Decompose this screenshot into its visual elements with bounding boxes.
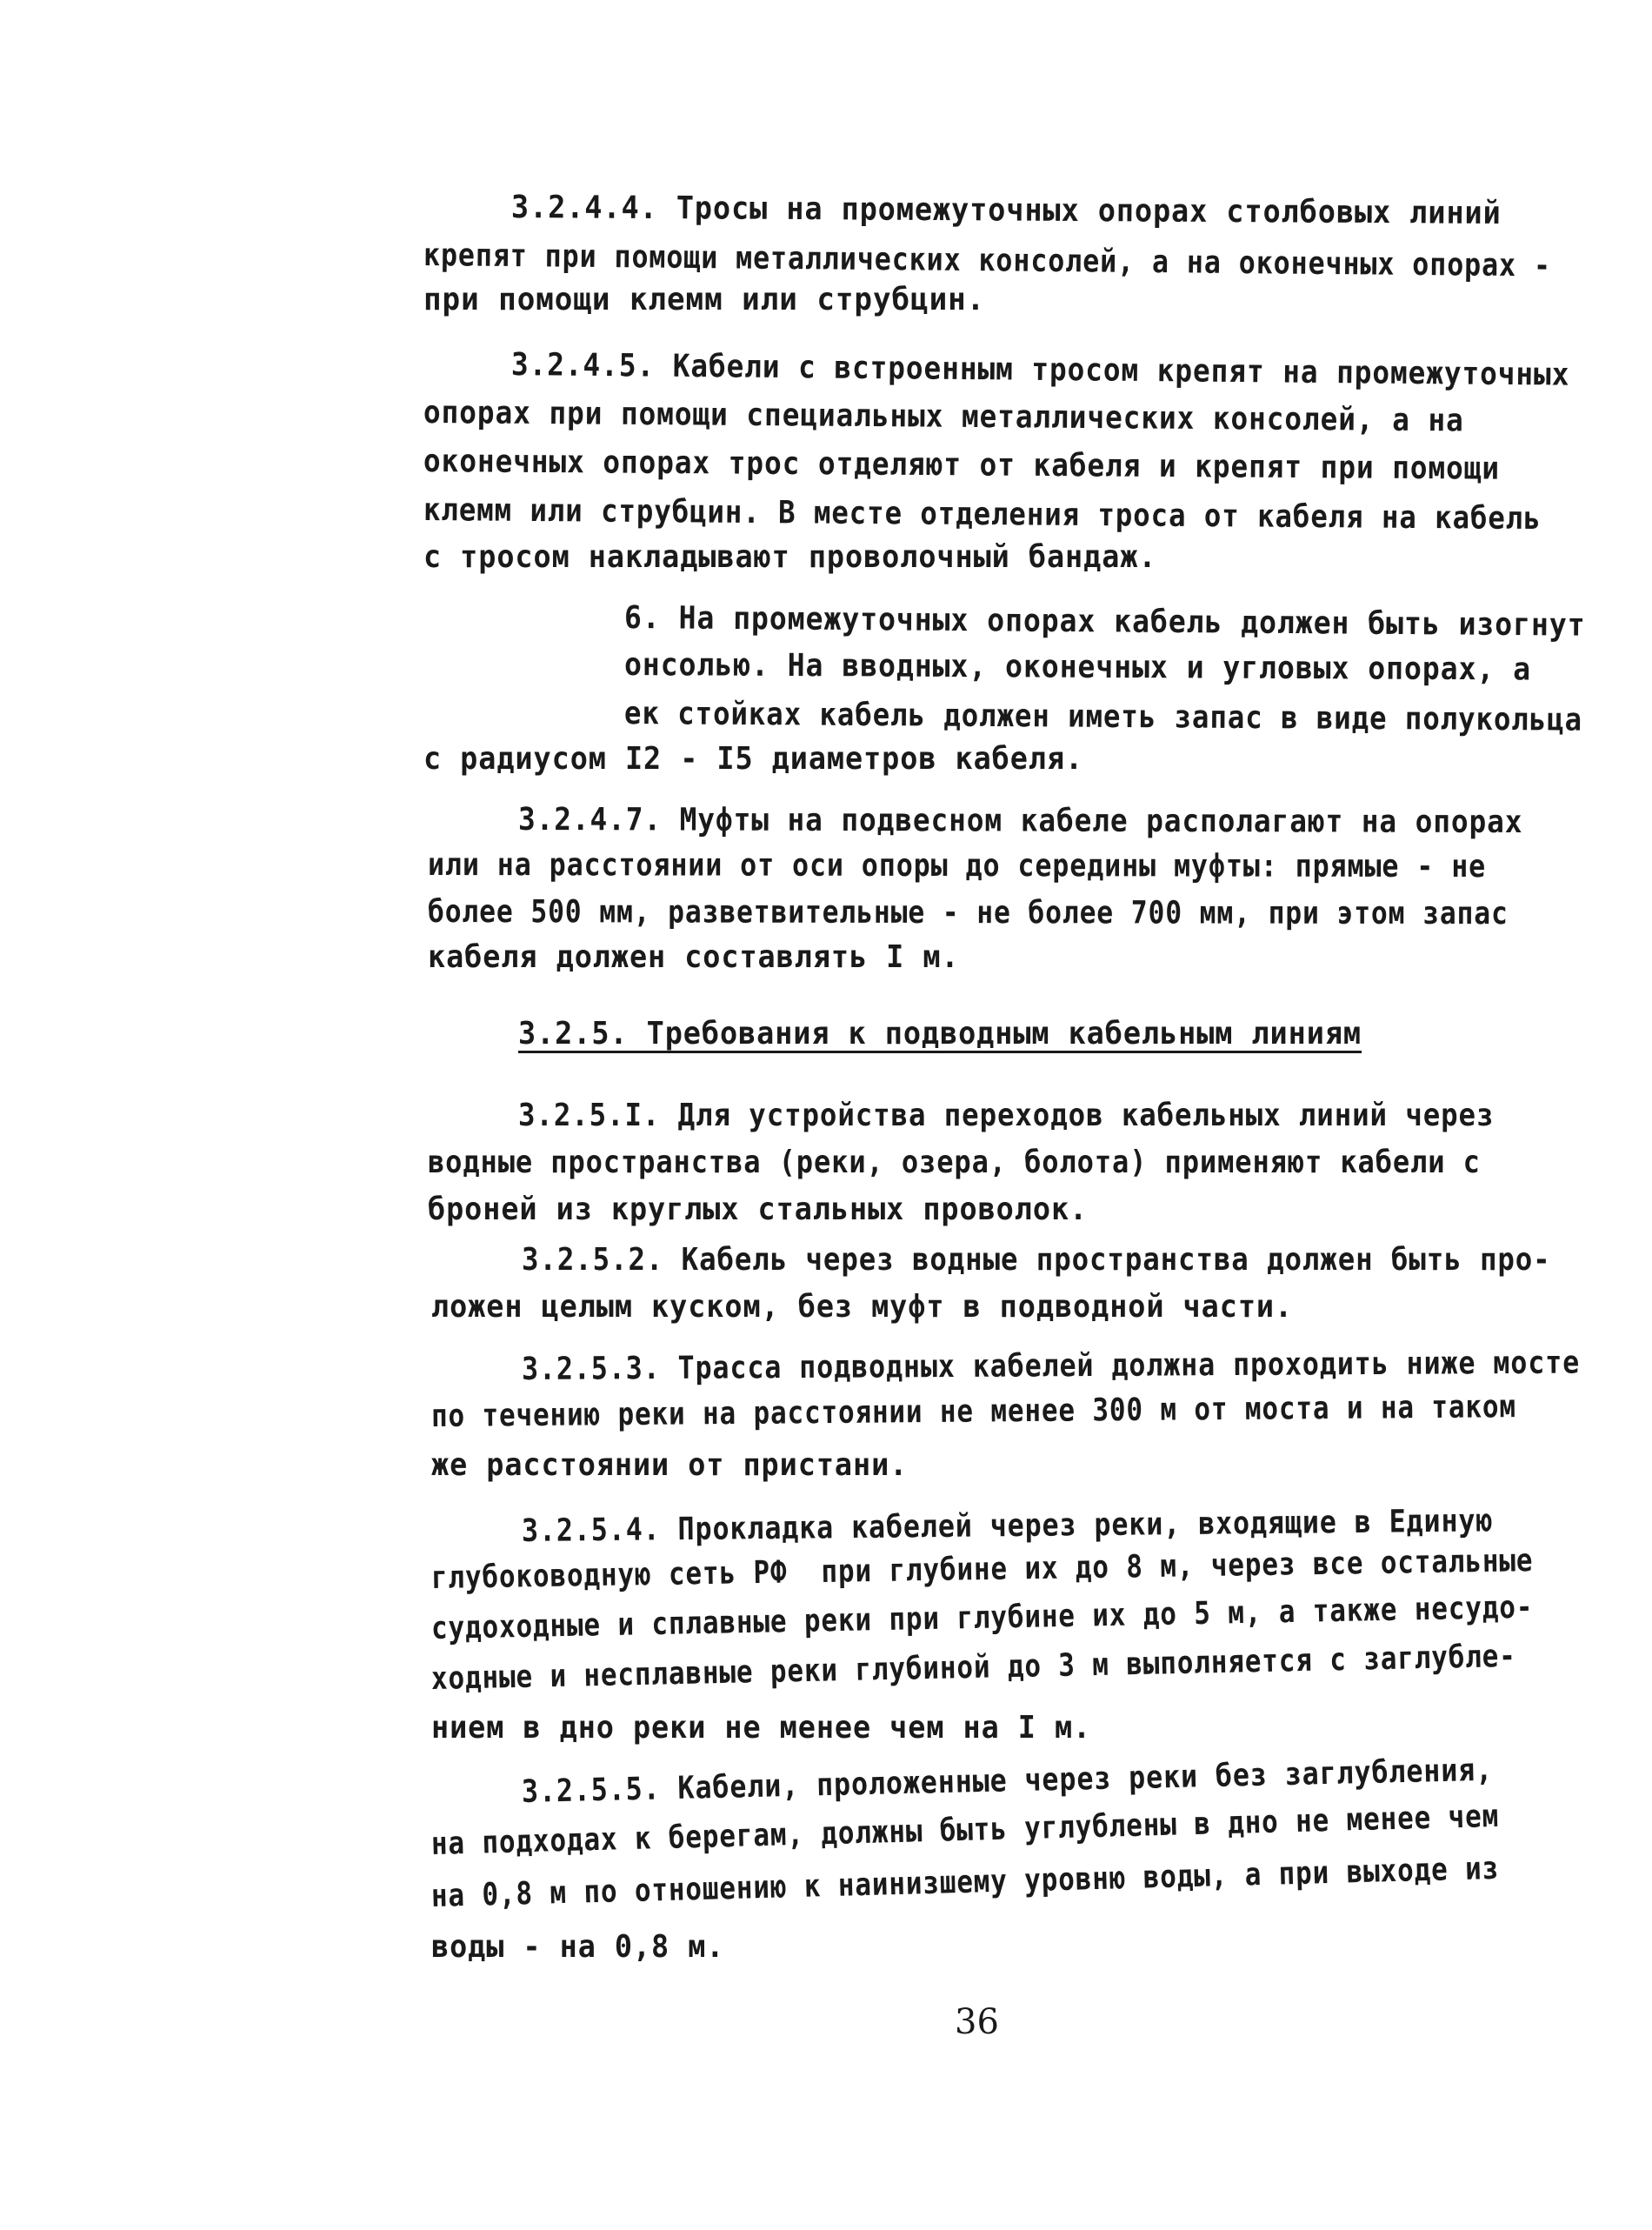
text-line: 3.2.5.2. Кабель через водные пространства должен быть про- [522,1242,1551,1278]
text-line: 6. На промежуточных опорах кабель должен быть изогнут [623,600,1586,644]
text-line: с тросом накладывают проволочный бандаж. [423,539,1157,575]
text-line: воды - на 0,8 м. [431,1929,725,1965]
text-line: глубоководную сеть РФ при глубине их до 8 м, через все остальные [430,1543,1534,1596]
text-line: 3.2.5.4. Прокладка кабелей через реки, входящие в Единую [521,1503,1494,1549]
text-line: 3.2.5.3. Трасса подводных кабелей должна проходить ниже мосте [521,1345,1581,1387]
text-line: опорах при помощи специальных металлических консолей, а на [423,395,1464,439]
text-line: или на расстоянии от оси опоры до середины муфты: прямые - не [427,847,1487,885]
text-line: более 500 мм, разветвительные - не более 700 мм, при этом запас [427,894,1509,932]
text-line: ходные и несплавные реки глубиной до 3 м выполняется с заглубле- [430,1638,1517,1697]
text-line: водные пространства (реки, озера, болота) применяют кабели с [428,1145,1481,1180]
text-line: нием в дно реки не менее чем на I м. [431,1710,1092,1746]
text-line: с радиусом I2 - I5 диаметров кабеля. [423,741,1084,777]
section-heading: 3.2.5. Требования к подводным кабельным линиям [518,1016,1362,1052]
text-line: по течению реки на расстоянии не менее 300 м от моста и на таком [430,1389,1517,1434]
text-line: кабеля должен составлять I м. [428,939,960,975]
text-line: 3.2.5.I. Для устройства переходов кабельных линий через [518,1098,1495,1133]
text-line: 3.2.4.4. Тросы на промежуточных опорах столбовых линий [510,190,1502,231]
page-number: 36 [955,2002,999,2042]
text-line: при помощи клемм или струбцин. [423,282,986,317]
text-line: онсолью. На вводных, оконечных и угловых опорах, а [623,647,1532,688]
text-line: крепят при помощи металлических консолей, а на оконечных опорах - [423,237,1552,284]
text-line: ек стойках кабель должен иметь запас в виде полукольца [623,696,1583,738]
text-line: же расстоянии от пристани. [431,1447,909,1483]
text-line: на подходах к берегам, должны быть углублены в дно не менее чем [430,1798,1500,1862]
text-line: ложен целым куском, без муфт в подводной части. [431,1289,1294,1325]
text-line: оконечных опорах трос отделяют от кабеля и крепят при помощи [423,444,1501,487]
text-line: судоходные и сплавные реки при глубине их до 5 м, а также несудо- [430,1589,1534,1646]
text-line: 3.2.4.7. Муфты на подвесном кабеле располагают на опорах [517,802,1523,841]
text-line: броней из круглых стальных проволок. [428,1192,1089,1227]
text-line: на 0,8 м по отношению к наинизшему уровню воды, а при выходе из [430,1850,1500,1914]
text-line: 3.2.5.5. Кабели, проложенные через реки без заглубления, [521,1752,1494,1810]
text-line: клемм или струбцин. В месте отделения троса от кабеля на кабель [423,492,1542,537]
text-line: 3.2.4.5. Кабели с встроенным тросом крепят на промежуточных [510,347,1570,393]
